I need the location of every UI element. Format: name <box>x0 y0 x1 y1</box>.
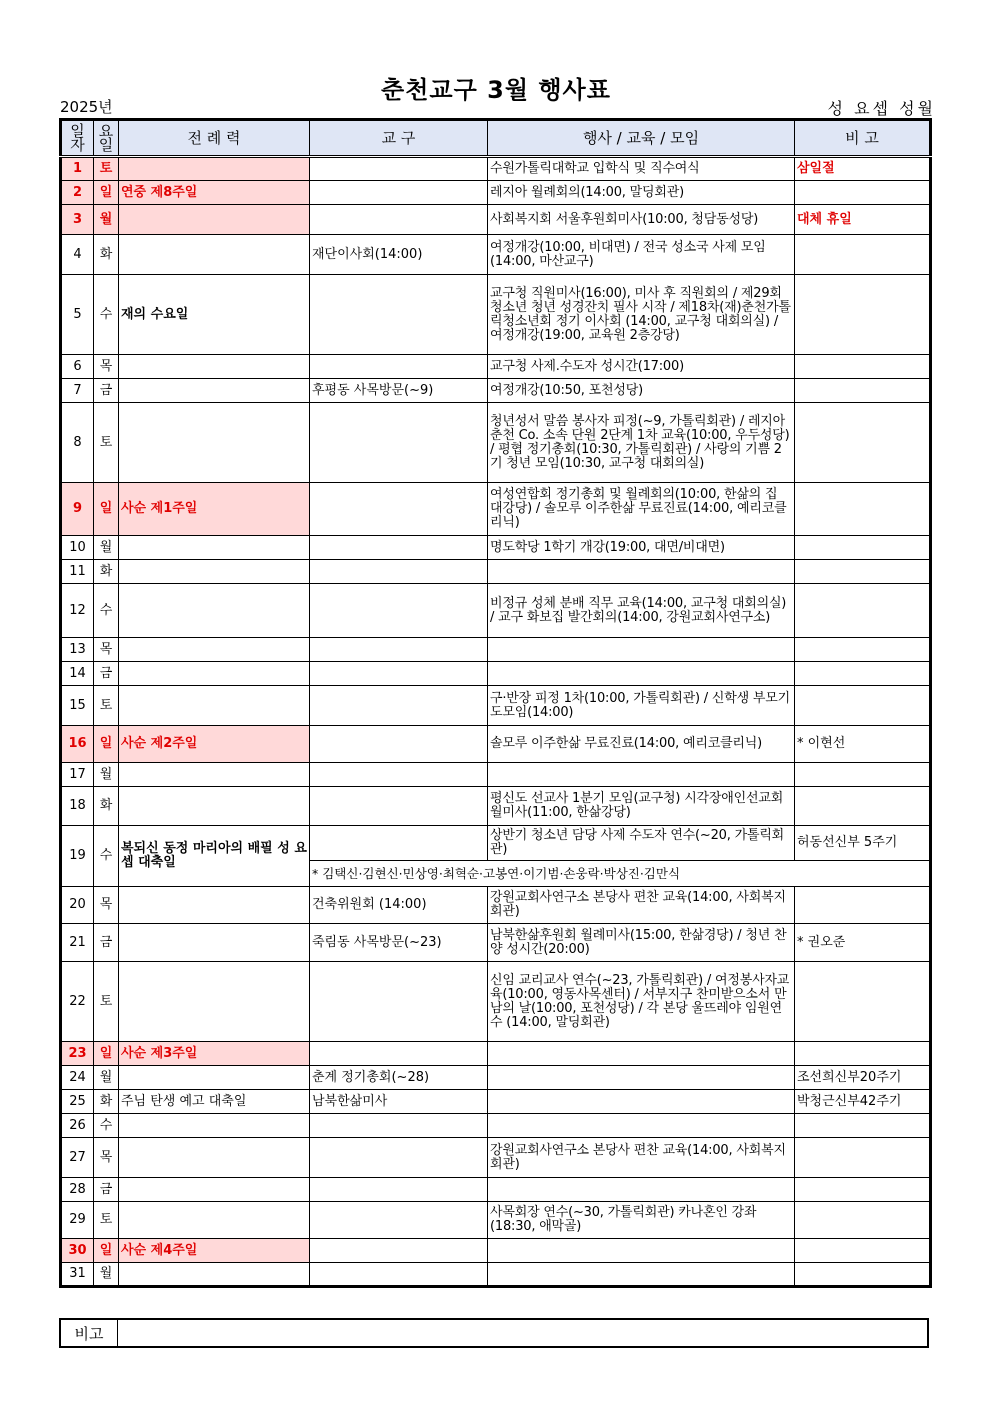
liturgy-cell <box>119 560 310 584</box>
liturgy-cell: 주님 탄생 예고 대축일 <box>119 1090 310 1114</box>
events-cell: 비정규 성체 분배 직무 교육(14:00, 교구청 대회의실) / 교구 화보집 발간회의(14:00, 강원교회사연구소) <box>488 584 795 638</box>
events-cell: 여정개강(10:50, 포천성당) <box>488 379 795 403</box>
diocese-cell <box>310 1042 488 1066</box>
liturgy-cell <box>119 379 310 403</box>
notes-cell <box>795 1178 931 1202</box>
diocese-cell: 후평동 사목방문(~9) <box>310 379 488 403</box>
notes-cell <box>795 379 931 403</box>
events-cell: 사목회장 연수(~30, 가톨릭회관) 카나혼인 강좌 (18:30, 애막골) <box>488 1202 795 1239</box>
events-cell <box>488 1090 795 1114</box>
notes-cell: * 권오준 <box>795 924 931 962</box>
day-of-week: 일 <box>94 1042 119 1066</box>
header-diocese: 교 구 <box>310 120 488 157</box>
notes-cell <box>795 1239 931 1263</box>
notes-cell <box>795 686 931 726</box>
events-cell: 여성연합회 정기총회 및 월례회의(10:00, 한삶의 집 대강당) / 솔모루 이주한삶 무료진료(14:00, 예리코클리닉) <box>488 483 795 536</box>
day-of-week: 일 <box>94 181 119 205</box>
notes-cell <box>795 483 931 536</box>
liturgy-cell <box>119 787 310 826</box>
diocese-cell <box>310 787 488 826</box>
day-number: 28 <box>61 1178 94 1202</box>
liturgy-cell <box>119 157 310 181</box>
day-number: 27 <box>61 1138 94 1178</box>
day-number: 24 <box>61 1066 94 1090</box>
schedule-table <box>59 118 932 1288</box>
day-of-week: 월 <box>94 1263 119 1287</box>
day-of-week: 수 <box>94 584 119 638</box>
diocese-cell: 건축위원회 (14:00) <box>310 887 488 924</box>
day-of-week: 금 <box>94 379 119 403</box>
table-row <box>61 1066 931 1090</box>
diocese-cell <box>310 1202 488 1239</box>
diocese-cell <box>310 560 488 584</box>
table-row <box>61 763 931 787</box>
table-row <box>61 403 931 483</box>
notes-cell <box>795 787 931 826</box>
day-number: 3 <box>61 205 94 235</box>
table-row <box>61 686 931 726</box>
liturgy-cell <box>119 1263 310 1287</box>
day-of-week: 토 <box>94 686 119 726</box>
notes-cell <box>795 1042 931 1066</box>
table-row <box>61 536 931 560</box>
diocese-cell <box>310 181 488 205</box>
day-number: 30 <box>61 1239 94 1263</box>
diocese-cell: 죽림동 사목방문(~23) <box>310 924 488 962</box>
day-number: 19 <box>61 826 94 887</box>
liturgy-cell <box>119 584 310 638</box>
table-row <box>61 1138 931 1178</box>
day-of-week: 수 <box>94 275 119 355</box>
events-cell: 강원교회사연구소 본당사 편찬 교육(14:00, 사회복지회관) <box>488 1138 795 1178</box>
notes-cell: * 이현선 <box>795 726 931 763</box>
day-of-week: 목 <box>94 1138 119 1178</box>
table-row <box>61 1114 931 1138</box>
remark-label: 비고 <box>60 1319 118 1347</box>
header-dow: 요일 <box>94 120 119 157</box>
events-cell: 교구청 사제.수도자 성시간(17:00) <box>488 355 795 379</box>
events-cell: 평신도 선교사 1분기 모임(교구청) 시각장애인선교회 월미사(11:00, 한삶강당) <box>488 787 795 826</box>
liturgy-cell: 사순 제1주일 <box>119 483 310 536</box>
diocese-cell <box>310 483 488 536</box>
diocese-cell <box>310 1263 488 1287</box>
day-number: 13 <box>61 638 94 662</box>
table-row <box>61 1178 931 1202</box>
events-cell <box>488 638 795 662</box>
liturgy-cell <box>119 536 310 560</box>
day-of-week: 수 <box>94 826 119 887</box>
table-row <box>61 1090 931 1114</box>
table-row <box>61 726 931 763</box>
table-row <box>61 924 931 962</box>
day-of-week: 토 <box>94 1202 119 1239</box>
day-of-week: 토 <box>94 403 119 483</box>
remark-table <box>59 1318 929 1348</box>
notes-cell: 대체 휴일 <box>795 205 931 235</box>
day-of-week: 수 <box>94 1114 119 1138</box>
diocese-cell <box>310 275 488 355</box>
day-number: 6 <box>61 355 94 379</box>
day-of-week: 금 <box>94 924 119 962</box>
diocese-cell <box>310 826 488 861</box>
liturgy-cell: 연중 제8주일 <box>119 181 310 205</box>
events-cell: 남북한삶후원회 월례미사(15:00, 한삶경당) / 청년 찬양 성시간(20:00) <box>488 924 795 962</box>
diocese-cell <box>310 1114 488 1138</box>
diocese-cell <box>310 1138 488 1178</box>
day-of-week: 월 <box>94 763 119 787</box>
events-cell: 명도학당 1학기 개강(19:00, 대면/비대면) <box>488 536 795 560</box>
day-number: 12 <box>61 584 94 638</box>
day-number: 15 <box>61 686 94 726</box>
diocese-cell <box>310 157 488 181</box>
liturgy-cell <box>119 962 310 1042</box>
events-cell <box>488 560 795 584</box>
notes-cell <box>795 355 931 379</box>
anniversary-list: * 김택신·김현신·민상영·최혁순·고봉연·이기범·손웅락·박상진·김만식 <box>310 861 931 887</box>
notes-cell <box>795 560 931 584</box>
notes-cell <box>795 1202 931 1239</box>
day-of-week: 화 <box>94 235 119 275</box>
notes-cell <box>795 763 931 787</box>
day-of-week: 월 <box>94 205 119 235</box>
day-number: 18 <box>61 787 94 826</box>
liturgy-cell <box>119 1178 310 1202</box>
events-cell <box>488 1066 795 1090</box>
events-cell: 신임 교리교사 연수(~23, 가톨릭회관) / 여정봉사자교육(10:00, 영동사목센터) / 서부지구 찬미받으소서 만남의 날(10:00, 포천성당) / 각 본당 울뜨레야 임원연수 (14:00, 말딩회관) <box>488 962 795 1042</box>
table-row <box>61 157 931 181</box>
table-row <box>61 1042 931 1066</box>
notes-cell <box>795 1138 931 1178</box>
diocese-cell <box>310 355 488 379</box>
liturgy-cell <box>119 235 310 275</box>
day-number: 7 <box>61 379 94 403</box>
table-row <box>61 1202 931 1239</box>
liturgy-cell: 재의 수요일 <box>119 275 310 355</box>
notes-cell <box>795 403 931 483</box>
events-cell: 수원가톨릭대학교 입학식 및 직수여식 <box>488 157 795 181</box>
notes-cell <box>795 536 931 560</box>
liturgy-cell <box>119 355 310 379</box>
liturgy-cell <box>119 403 310 483</box>
liturgy-cell <box>119 686 310 726</box>
diocese-cell <box>310 638 488 662</box>
liturgy-cell <box>119 887 310 924</box>
liturgy-cell <box>119 638 310 662</box>
table-row <box>61 638 931 662</box>
year-label: 2025년 <box>60 98 113 116</box>
month-dedication: 성 요셉 성월 <box>827 99 936 118</box>
day-of-week: 목 <box>94 638 119 662</box>
day-of-week: 화 <box>94 560 119 584</box>
liturgy-cell <box>119 1066 310 1090</box>
notes-cell <box>795 662 931 686</box>
diocese-cell: 재단이사회(14:00) <box>310 235 488 275</box>
day-number: 29 <box>61 1202 94 1239</box>
day-of-week: 월 <box>94 536 119 560</box>
notes-cell: 삼일절 <box>795 157 931 181</box>
day-of-week: 목 <box>94 355 119 379</box>
diocese-cell <box>310 1178 488 1202</box>
table-row <box>61 355 931 379</box>
diocese-cell <box>310 205 488 235</box>
events-cell: 강원교회사연구소 본당사 편찬 교육(14:00, 사회복지회관) <box>488 887 795 924</box>
day-of-week: 화 <box>94 1090 119 1114</box>
notes-cell <box>795 1263 931 1287</box>
notes-cell <box>795 235 931 275</box>
notes-cell: 조선희신부20주기 <box>795 1066 931 1090</box>
table-row <box>61 205 931 235</box>
events-cell: 여정개강(10:00, 비대면) / 전국 성소국 사제 모임 (14:00, 마산교구) <box>488 235 795 275</box>
table-row <box>61 962 931 1042</box>
diocese-cell <box>310 1239 488 1263</box>
liturgy-cell <box>119 1138 310 1178</box>
notes-cell <box>795 584 931 638</box>
header-events: 행사 / 교육 / 모임 <box>488 120 795 157</box>
events-cell <box>488 1114 795 1138</box>
day-number: 23 <box>61 1042 94 1066</box>
liturgy-cell <box>119 924 310 962</box>
diocese-cell <box>310 962 488 1042</box>
notes-cell <box>795 638 931 662</box>
table-row <box>61 560 931 584</box>
day-number: 5 <box>61 275 94 355</box>
events-cell: 교구청 직원미사(16:00), 미사 후 직원회의 / 제29회 청소년 청년 성경잔치 필사 시작 / 제18차(재)춘천가톨릭청소년회 정기 이사회 (14:00, 교구청 대회의실) / 여정개강(19:00, 교육원 2층강당) <box>488 275 795 355</box>
day-number: 4 <box>61 235 94 275</box>
events-cell <box>488 1263 795 1287</box>
table-row <box>61 275 931 355</box>
day-of-week: 금 <box>94 1178 119 1202</box>
diocese-cell <box>310 662 488 686</box>
liturgy-cell <box>119 1202 310 1239</box>
events-cell: 레지아 월례회의(14:00, 말딩회관) <box>488 181 795 205</box>
events-cell: 청년성서 말씀 봉사자 피정(~9, 가톨릭회관) / 레지아 춘천 Co. 소속 단원 2단계 1차 교육(10:00, 우두성당) / 평협 정기총회(10:30, 가톨릭회관) / 사랑의 기쁨 2기 청년 모임(10:30, 교구청 대회의실) <box>488 403 795 483</box>
notes-cell <box>795 962 931 1042</box>
day-number: 2 <box>61 181 94 205</box>
header-day: 일자 <box>61 120 94 157</box>
day-of-week: 토 <box>94 962 119 1042</box>
notes-cell <box>795 181 931 205</box>
diocese-cell: 춘계 정기총회(~28) <box>310 1066 488 1090</box>
remark-value <box>118 1319 929 1347</box>
day-number: 26 <box>61 1114 94 1138</box>
table-row <box>61 379 931 403</box>
day-number: 31 <box>61 1263 94 1287</box>
notes-cell <box>795 887 931 924</box>
events-cell <box>488 1042 795 1066</box>
day-number: 1 <box>61 157 94 181</box>
events-cell <box>488 1239 795 1263</box>
events-cell <box>488 1178 795 1202</box>
liturgy-cell: 사순 제2주일 <box>119 726 310 763</box>
diocese-cell: 남북한삶미사 <box>310 1090 488 1114</box>
header-row <box>61 120 931 157</box>
day-of-week: 일 <box>94 1239 119 1263</box>
day-number: 16 <box>61 726 94 763</box>
diocese-cell <box>310 584 488 638</box>
day-number: 11 <box>61 560 94 584</box>
day-number: 21 <box>61 924 94 962</box>
day-of-week: 토 <box>94 157 119 181</box>
day-number: 22 <box>61 962 94 1042</box>
events-cell <box>488 763 795 787</box>
diocese-cell <box>310 686 488 726</box>
table-row <box>61 584 931 638</box>
day-of-week: 일 <box>94 726 119 763</box>
day-of-week: 월 <box>94 1066 119 1090</box>
diocese-cell <box>310 403 488 483</box>
liturgy-cell: 사순 제4주일 <box>119 1239 310 1263</box>
diocese-cell <box>310 726 488 763</box>
table-row <box>61 483 931 536</box>
page-title: 춘천교구 3월 행사표 <box>381 76 611 104</box>
day-number: 9 <box>61 483 94 536</box>
day-number: 20 <box>61 887 94 924</box>
events-cell: 구·반장 피정 1차(10:00, 가톨릭회관) / 신학생 부모기도모임(14:00) <box>488 686 795 726</box>
notes-cell <box>795 1114 931 1138</box>
liturgy-cell: 복되신 동정 마리아의 배필 성 요셉 대축일 <box>119 826 310 887</box>
table-row <box>61 887 931 924</box>
header-notes: 비 고 <box>795 120 931 157</box>
diocese-cell <box>310 763 488 787</box>
table-row <box>61 181 931 205</box>
liturgy-cell <box>119 1114 310 1138</box>
notes-cell: 허동선신부 5주기 <box>795 826 931 861</box>
day-of-week: 일 <box>94 483 119 536</box>
header-liturgy: 전 례 력 <box>119 120 310 157</box>
day-of-week: 금 <box>94 662 119 686</box>
events-cell: 사회복지회 서울후원회미사(10:00, 청담동성당) <box>488 205 795 235</box>
events-cell: 솔모루 이주한삶 무료진료(14:00, 예리코클리닉) <box>488 726 795 763</box>
liturgy-cell <box>119 662 310 686</box>
day-number: 8 <box>61 403 94 483</box>
liturgy-cell: 사순 제3주일 <box>119 1042 310 1066</box>
notes-cell <box>795 275 931 355</box>
day-number: 25 <box>61 1090 94 1114</box>
day-of-week: 목 <box>94 887 119 924</box>
table-row <box>61 235 931 275</box>
events-cell <box>488 662 795 686</box>
day-number: 17 <box>61 763 94 787</box>
events-cell: 상반기 청소년 담당 사제 수도자 연수(~20, 가톨릭회관) <box>488 826 795 861</box>
day-of-week: 화 <box>94 787 119 826</box>
liturgy-cell <box>119 763 310 787</box>
liturgy-cell <box>119 205 310 235</box>
table-row <box>61 1239 931 1263</box>
table-row <box>61 1263 931 1287</box>
table-row <box>61 662 931 686</box>
notes-cell: 박청근신부42주기 <box>795 1090 931 1114</box>
day-number: 10 <box>61 536 94 560</box>
diocese-cell <box>310 536 488 560</box>
day-number: 14 <box>61 662 94 686</box>
table-row <box>61 826 931 861</box>
table-row <box>61 787 931 826</box>
